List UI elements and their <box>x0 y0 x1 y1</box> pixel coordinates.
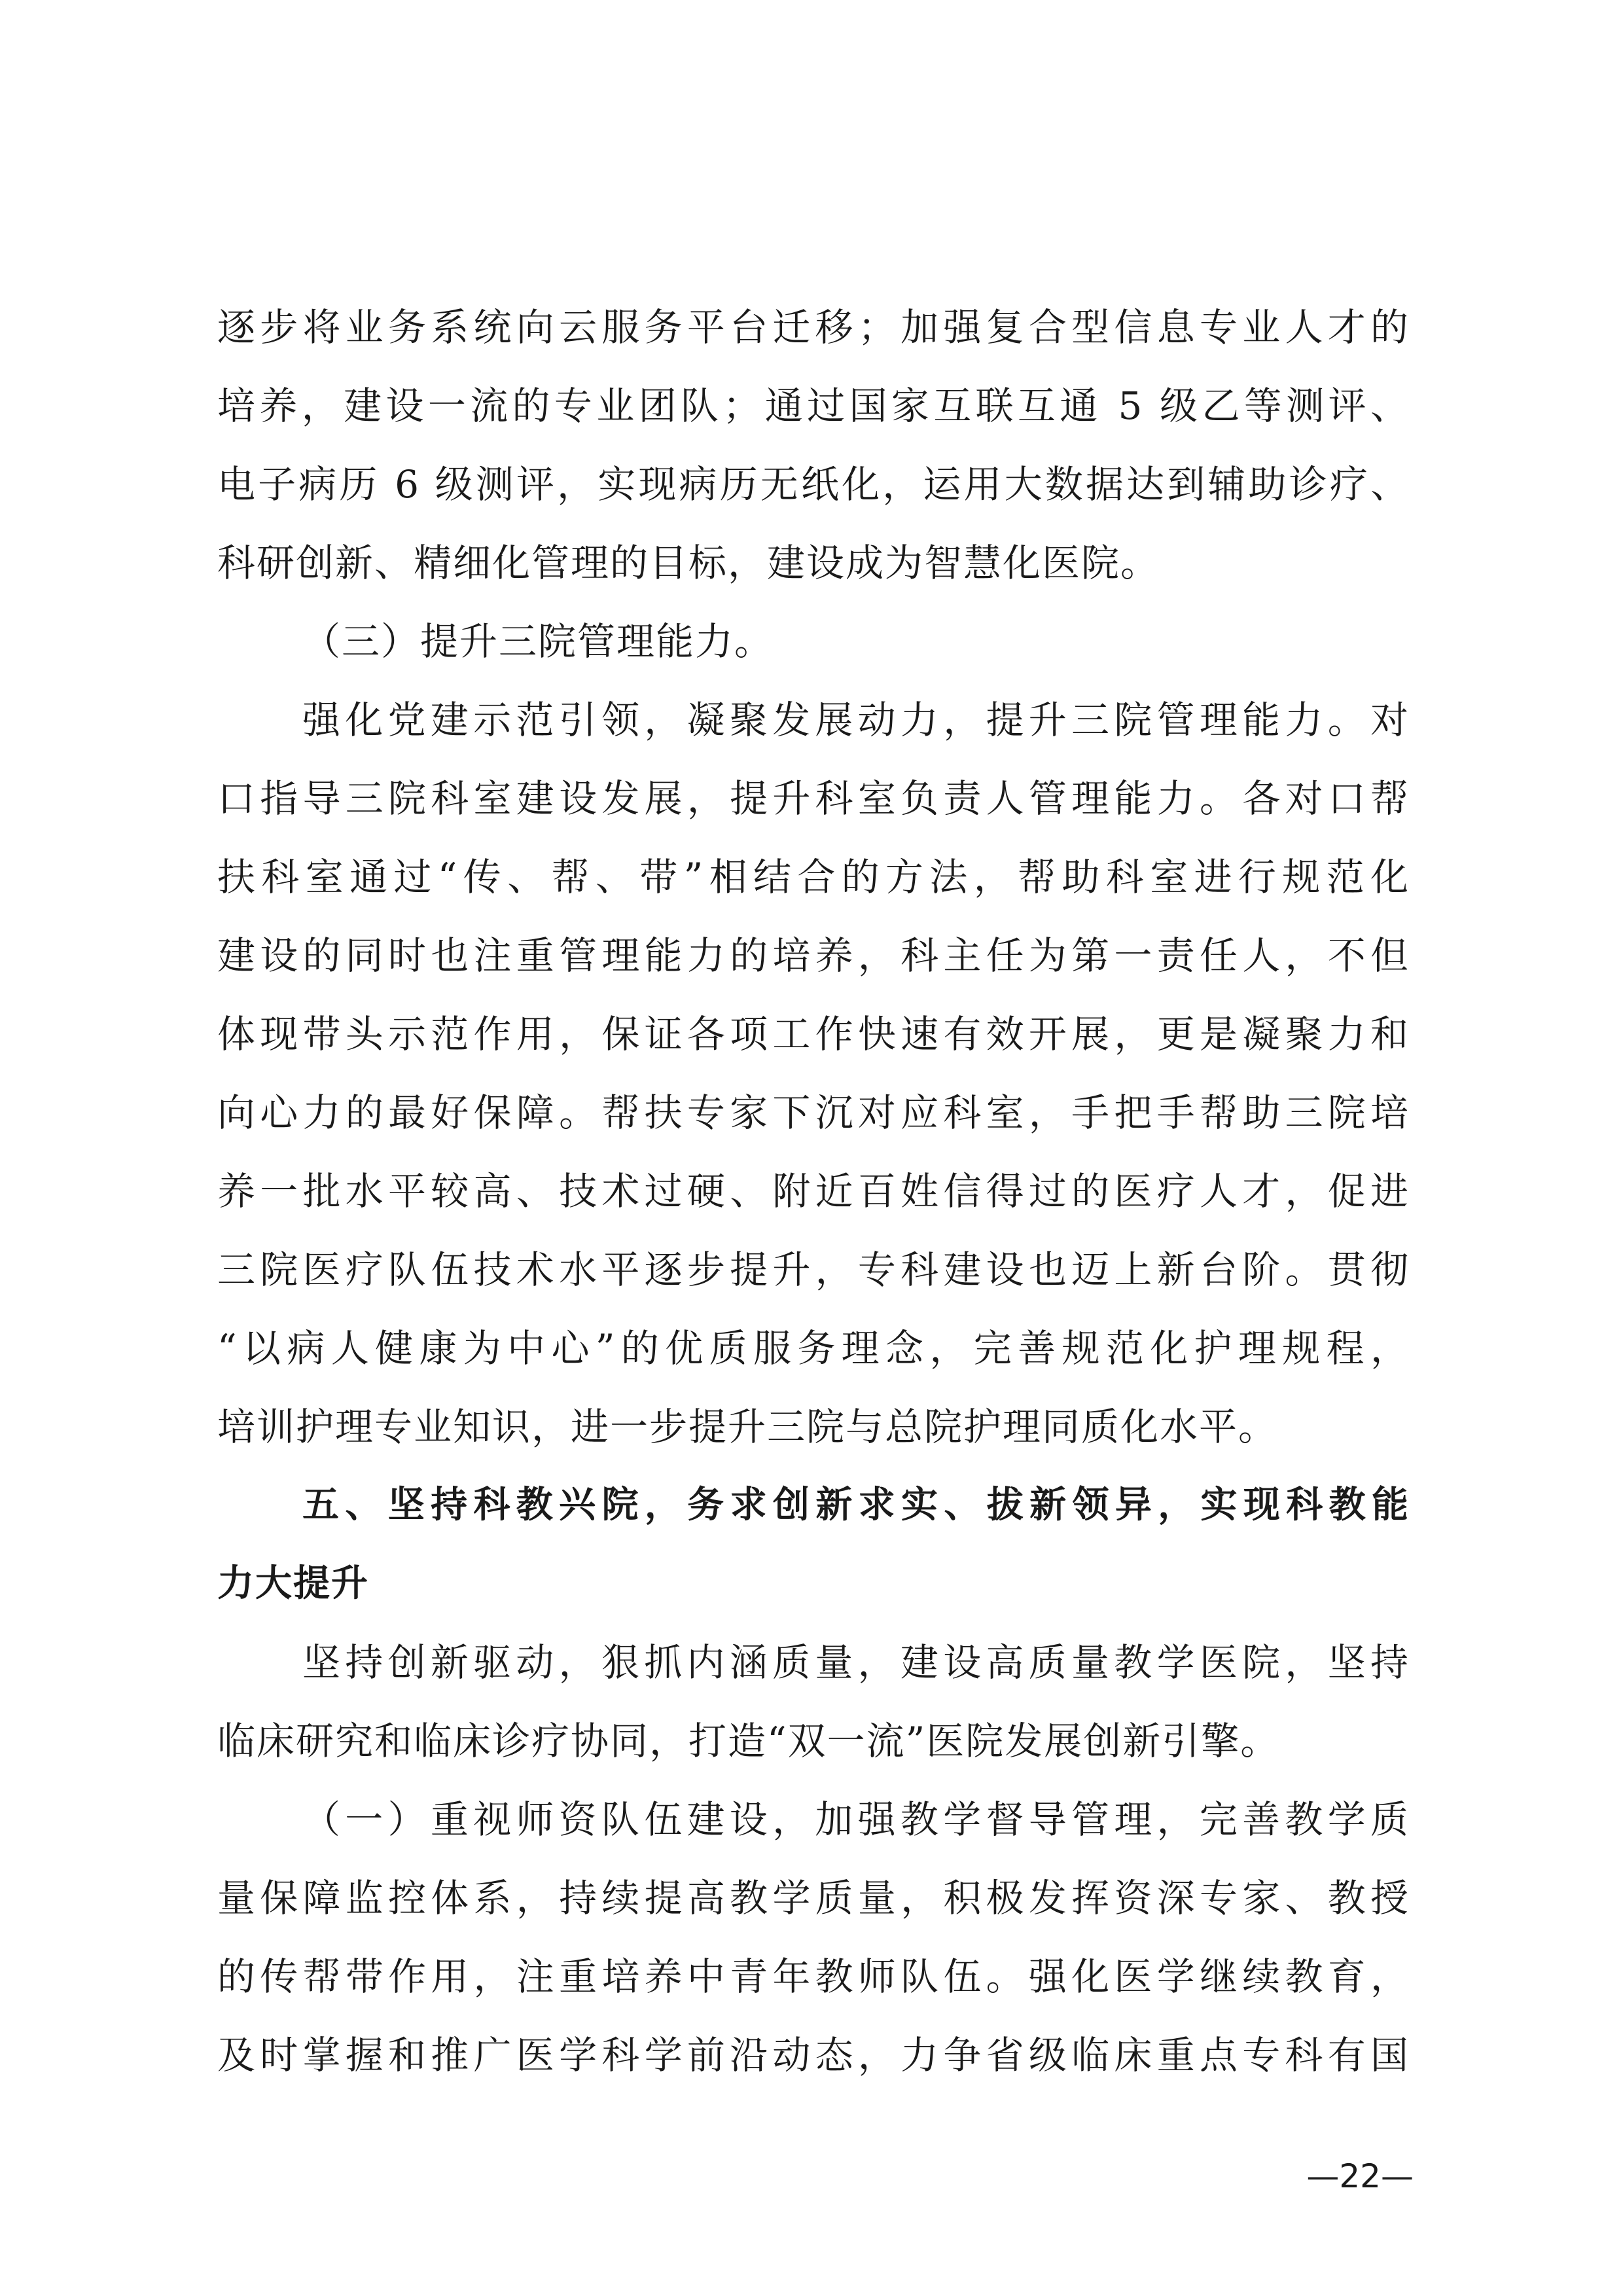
section-heading: 五、坚持科教兴院，务求创新求实、拔新领异，实现科教能 <box>302 1484 1410 1526</box>
body-line: 电子病历 6 级测评，实现病历无纸化，运用大数据达到辅助诊疗、 <box>217 462 1410 507</box>
body-line: 体现带头示范作用，保证各项工作快速有效开展，更是凝聚力和 <box>217 1012 1410 1056</box>
body-line: 强化党建示范引领，凝聚发展动力，提升三院管理能力。对 <box>302 698 1410 742</box>
body-line: 坚持创新驱动，狠抓内涵质量，建设高质量教学医院，坚持 <box>302 1640 1410 1685</box>
body-line: 量保障监控体系，持续提高教学质量，积极发挥资深专家、教授 <box>217 1876 1410 1920</box>
body-line: 的传帮带作用，注重培养中青年教师队伍。强化医学继续教育， <box>217 1954 1410 1999</box>
body-line: 建设的同时也注重管理能力的培养，科主任为第一责任人，不但 <box>217 933 1410 978</box>
body-line: 培养，建设一流的专业团队；通过国家互联互通 5 级乙等测评、 <box>217 384 1410 428</box>
body-line: 临床研究和临床诊疗协同，打造“双一流”医院发展创新引擎。 <box>217 1719 1280 1763</box>
body-line: 养一批水平较高、技术过硬、附近百姓信得过的医疗人才，促进 <box>217 1169 1410 1213</box>
body-line: 培训护理专业知识，进一步提升三院与总院护理同质化水平。 <box>217 1405 1278 1449</box>
body-line: 科研创新、精细化管理的目标，建设成为智慧化医院。 <box>217 541 1160 585</box>
body-line: 向心力的最好保障。帮扶专家下沉对应科室，手把手帮助三院培 <box>217 1090 1410 1135</box>
body-line: 口指导三院科室建设发展，提升科室负责人管理能力。各对口帮 <box>217 776 1410 821</box>
body-line: 及时掌握和推广医学科学前沿动态，力争省级临床重点专科有国 <box>217 2033 1410 2077</box>
body-line: “以病人健康为中心”的优质服务理念，完善规范化护理规程， <box>217 1326 1410 1371</box>
page-number: —22— <box>1306 2157 1414 2195</box>
body-line: 扶科室通过“传、帮、带”相结合的方法，帮助科室进行规范化 <box>217 855 1410 899</box>
section-heading-continued: 力大提升 <box>217 1562 369 1605</box>
body-line: （一）重视师资队伍建设，加强教学督导管理，完善教学质 <box>302 1797 1410 1842</box>
body-line: 三院医疗队伍技术水平逐步提升，专科建设也迈上新台阶。贯彻 <box>217 1247 1410 1292</box>
subsection-heading: （三）提升三院管理能力。 <box>302 619 774 664</box>
body-line: 逐步将业务系统向云服务平台迁移；加强复合型信息专业人才的 <box>217 305 1410 350</box>
